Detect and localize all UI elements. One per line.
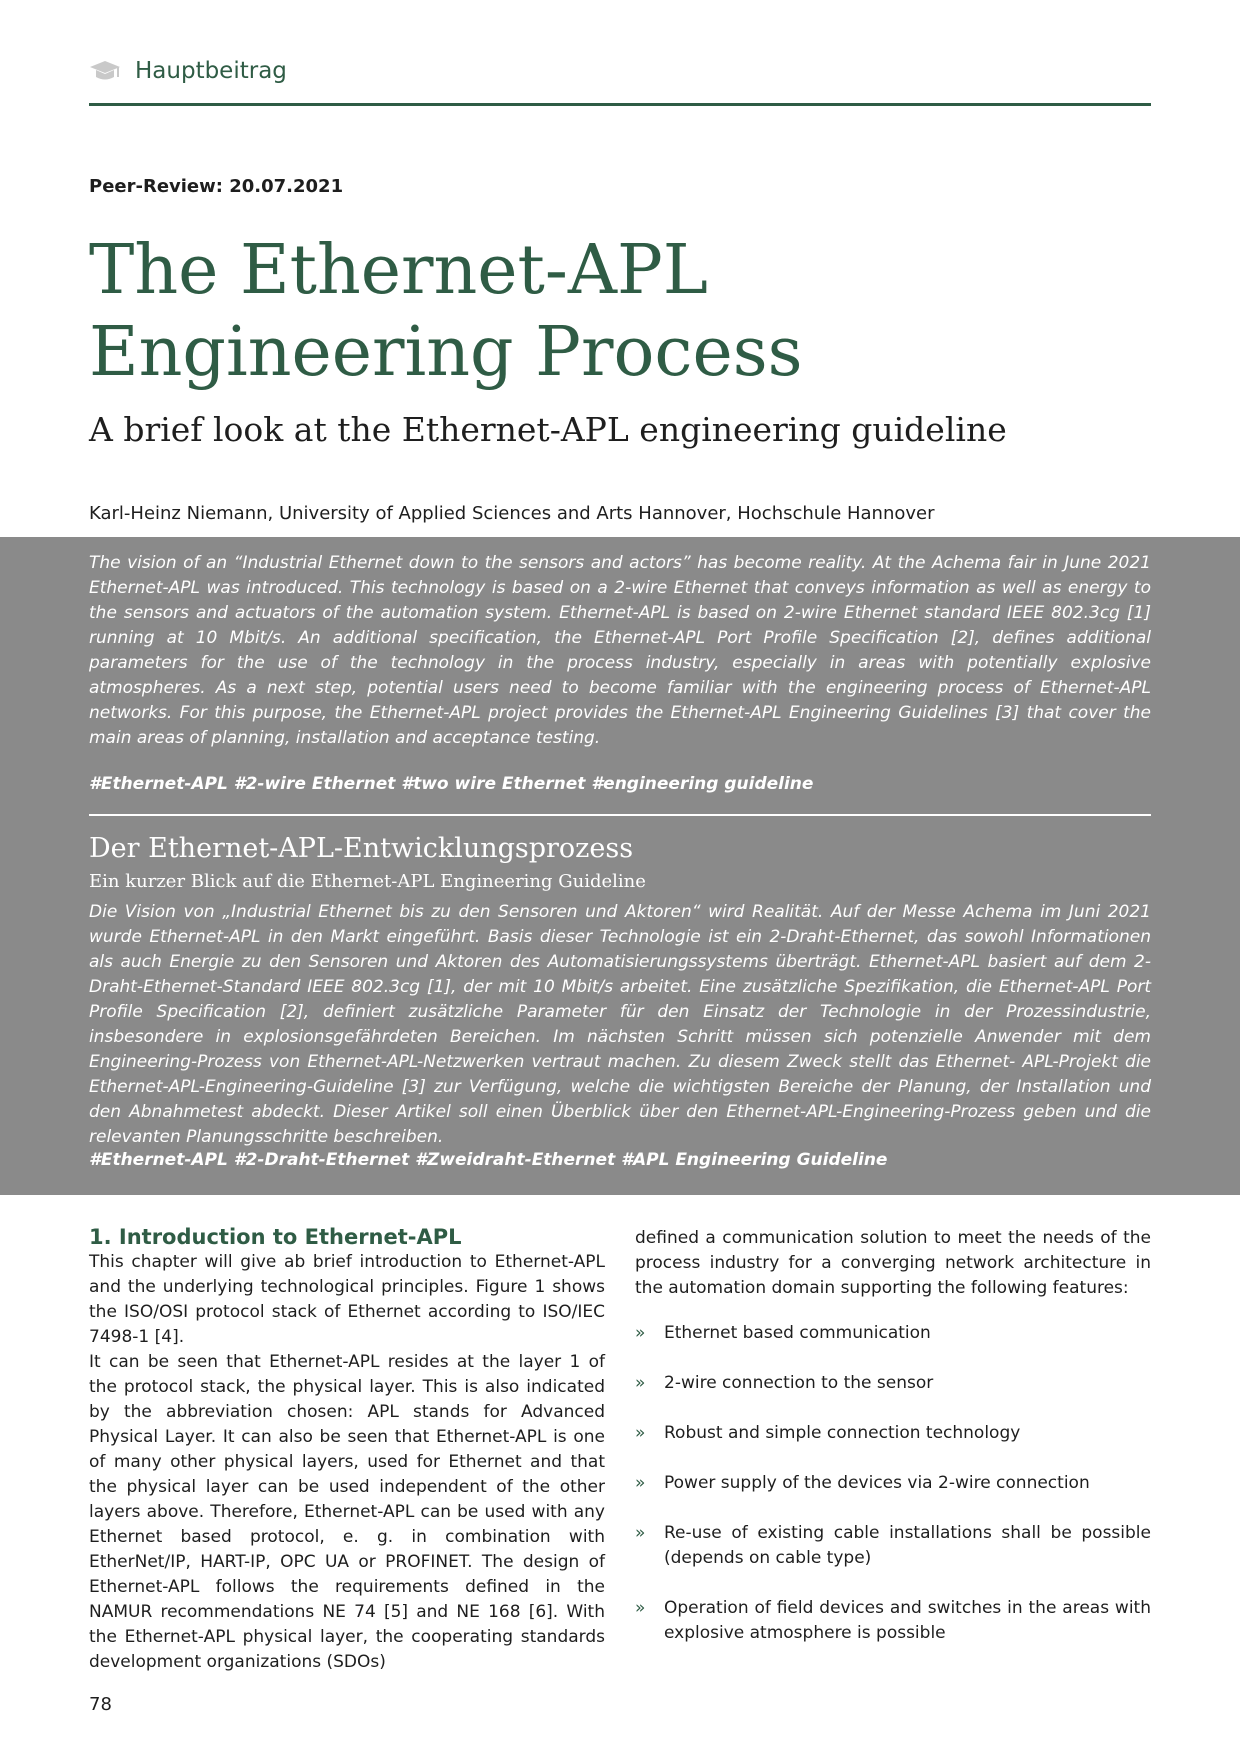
graduation-cap-icon <box>89 60 121 82</box>
bullet-mark: » <box>635 1423 646 1443</box>
feature-list <box>635 1321 1151 1646</box>
left-column <box>89 1224 605 1675</box>
abstract-de-title: Der Ethernet-APL-Entwicklungsprozess <box>89 833 634 864</box>
list-item: » 2-wire connection to the sensor <box>635 1371 1151 1396</box>
bullet-mark: » <box>635 1598 646 1618</box>
bullet-mark: » <box>635 1473 646 1493</box>
right-column <box>635 1226 1151 1671</box>
section-heading: 1. Introduction to Ethernet-APL <box>89 1225 462 1249</box>
section-label: Hauptbeitrag <box>135 58 287 84</box>
abstract-en-text: The vision of an “Industrial Ethernet down to the sensors and actors” has become reality. At the Achema fair in June 2021 Ethernet-APL was introduced. This technology is based on a 2-wire Ethernet that conveys information as well as energy to the sensors and actuators of the automation system. Ethernet-APL is based on 2-wire Ethernet standard IEEE 802.3cg [1] running at 10 Mbit/s. An additional specification, the Ethernet-APL Port Profile Specification [2], defines additional parameters for the use of the technology in the process industry, especially in areas with potentially explosive atmospheres. As a next step, potential users need to become familiar with the engineering process of Ethernet-APL networks. For this purpose, the Ethernet-APL project provides the Ethernet-APL Engineering Guidelines [3] that cover the main areas of planning, installation and acceptance testing. <box>89 553 1151 748</box>
list-item: » Operation of field devices and switches in the areas with explosive atmosphere is possible <box>635 1598 1151 1643</box>
page-header <box>89 52 1151 106</box>
list-item: » Power supply of the devices via 2-wire connection <box>635 1471 1151 1496</box>
abstract-de-keywords: #Ethernet-APL #2-Draht-Ethernet #Zweidraht-Ethernet #APL Engineering Guideline <box>89 1150 888 1170</box>
list-item: » Robust and simple connection technology <box>635 1421 1151 1446</box>
bullet-mark: » <box>635 1523 646 1543</box>
section-paragraph-3: defined a communication solution to meet the needs of the process industry for a converging network architecture in the automation domain supporting the following features: <box>635 1228 1151 1298</box>
list-item: » Re-use of existing cable installations shall be possible (depends on cable type) <box>635 1523 1151 1568</box>
peer-review-date: Peer-Review: 20.07.2021 <box>89 176 344 197</box>
abstract-divider <box>89 814 1151 816</box>
bullet-mark: » <box>635 1323 646 1343</box>
section-paragraph-1: This chapter will give ab brief introduction to Ethernet-APL and the underlying technological principles. Figure 1 shows the ISO/OSI protocol stack of Ethernet according to ISO/IEC 7498-1 [4]. <box>89 1252 605 1347</box>
bullet-mark: » <box>635 1373 646 1393</box>
author-line: Karl-Heinz Niemann, University of Applied Sciences and Arts Hannover, Hochschule Hannover <box>89 503 935 524</box>
article-title <box>89 230 1149 394</box>
title-line-1: The Ethernet-APL <box>89 231 708 310</box>
article-subtitle: A brief look at the Ethernet-APL engineering guideline <box>89 410 1007 449</box>
page-number: 78 <box>89 1694 112 1715</box>
title-line-2: Engineering Process <box>89 313 803 392</box>
abstract-en-keywords: #Ethernet-APL #2-wire Ethernet #two wire Ethernet #engineering guideline <box>89 774 814 794</box>
abstract-box <box>0 537 1240 1195</box>
abstract-de-subtitle: Ein kurzer Blick auf die Ethernet-APL Engineering Guideline <box>89 871 646 892</box>
section-paragraph-2: It can be seen that Ethernet-APL resides at the layer 1 of the protocol stack, the physical layer. This is also indicated by the abbreviation chosen: APL stands for Advanced Physical Layer. It can also be seen that Ethernet-APL is one of many other physical layers, used for Ethernet and that the physical layer can be used independent of the other layers above. Therefore, Ethernet-APL can be used with any Ethernet based protocol, e. g. in combination with EtherNet/IP, HART-IP, OPC UA or PROFINET. The design of Ethernet-APL follows the requirements defined in the NAMUR recommendations NE 74 [5] and NE 168 [6]. With the Ethernet-APL physical layer, the cooperating standards development organizations (SDOs) <box>89 1352 605 1672</box>
abstract-de-text: Die Vision von „Industrial Ethernet bis zu den Sensoren und Aktoren“ wird Realität. Auf der Messe Achema im Juni 2021 wurde Ethernet-APL in den Markt eingeführt. Basis dieser Technologie ist ein 2-Draht-Ethernet, das sowohl Informationen als auch Energie zu den Sensoren und Aktoren des Automatisierungssystems überträgt. Ethernet-APL basiert auf dem 2-Draht-Ethernet-Standard IEEE 802.3cg [1], der mit 10 Mbit/s arbeitet. Eine zusätzliche Spezifikation, die Ethernet-APL Port Profile Specification [2], definiert zusätzliche Parameter für den Einsatz der Technologie in der Prozessindustrie, insbesondere in explosionsgefährdeten Bereichen. Im nächsten Schritt müssen sich potenzielle Anwender mit dem Engineering-Prozess von Ethernet-APL-Netzwerken vertraut machen. Zu diesem Zweck stellt das Ethernet- APL-Projekt die Ethernet-APL-Engineering-Guideline [3] zur Verfügung, welche die wichtigsten Bereiche der Planung, der Installation und den Abnahmetest abdeckt. Dieser Artikel soll einen Überblick über den Ethernet-APL-Engineering-Prozess geben und die relevanten Planungsschritte beschreiben. <box>89 902 1151 1147</box>
list-item: » Ethernet based communication <box>635 1321 1151 1346</box>
